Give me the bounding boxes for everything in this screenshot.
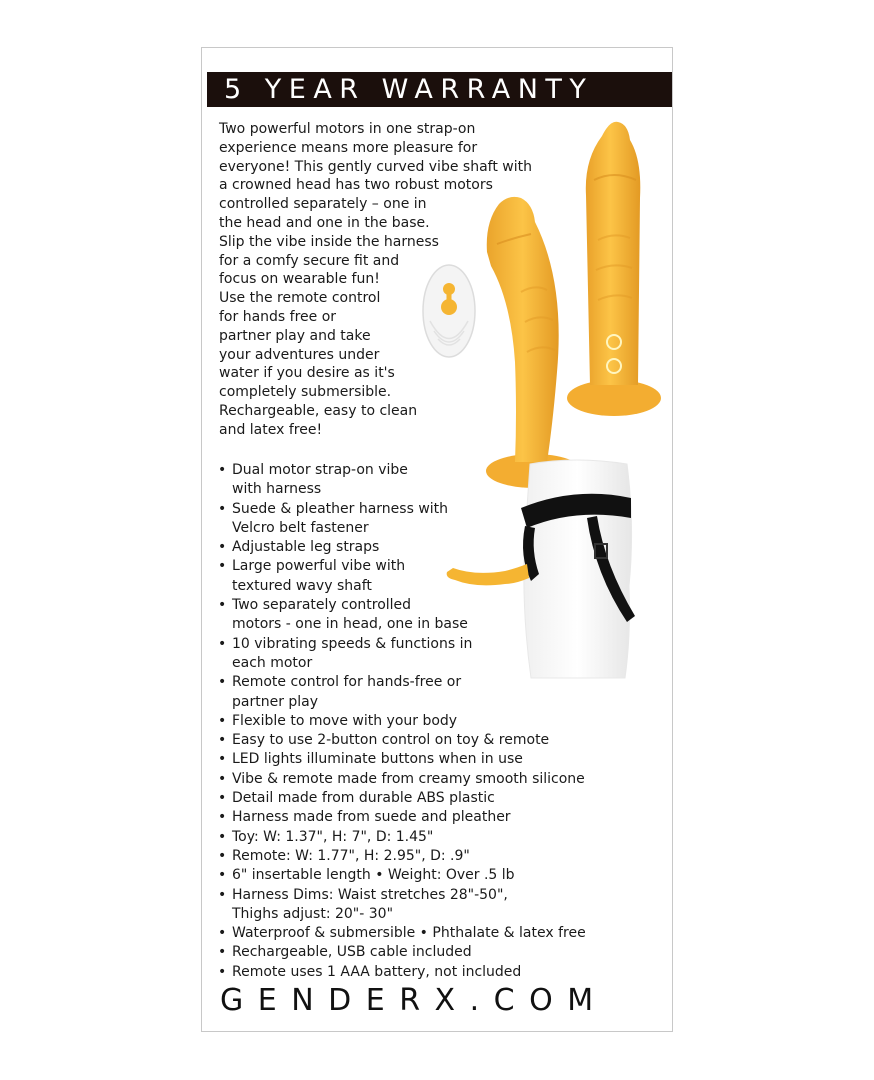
bullet: •: [218, 847, 227, 864]
bullet: •: [218, 809, 227, 826]
feature-text: Dual motor strap-on vibe with harness: [232, 462, 408, 498]
feature-item: [218, 750, 658, 769]
feature-item: [218, 924, 658, 943]
feature-text: 10 vibrating speeds & functions in each motor: [232, 635, 473, 671]
feature-text: Harness Dims: Waist stretches 28"-50", Thighs adjust: 20"- 30": [232, 886, 508, 922]
feature-item: [218, 557, 658, 596]
bullet: •: [218, 732, 227, 749]
feature-text: Adjustable leg straps: [232, 539, 380, 556]
feature-item: [218, 886, 658, 925]
feature-item: [218, 808, 658, 827]
feature-text: Waterproof & submersible • Phthalate & latex free: [232, 925, 586, 942]
feature-item: [218, 712, 658, 731]
feature-item: [218, 635, 658, 674]
feature-text: LED lights illuminate buttons when in use: [232, 751, 523, 768]
bullet: •: [218, 635, 227, 652]
feature-item: [218, 538, 658, 557]
feature-item: [218, 596, 658, 635]
bullet: •: [218, 712, 227, 729]
feature-text: Rechargeable, USB cable included: [232, 944, 472, 961]
bullet: •: [218, 597, 227, 614]
feature-item: [218, 461, 658, 500]
feature-list: [218, 461, 658, 982]
product-card: [201, 47, 673, 1032]
warranty-banner: 5 YEAR WARRANTY: [207, 72, 673, 107]
feature-item: [218, 943, 658, 962]
feature-text: Remote: W: 1.77", H: 2.95", D: .9": [232, 847, 470, 864]
bullet: •: [218, 886, 227, 903]
bullet: •: [218, 944, 227, 961]
feature-item: [218, 847, 658, 866]
feature-text: Toy: W: 1.37", H: 7", D: 1.45": [232, 828, 434, 845]
bullet: •: [218, 462, 227, 478]
bullet: •: [218, 828, 227, 845]
bullet: •: [218, 558, 227, 575]
bullet: •: [218, 963, 227, 980]
website-footer: GENDERX.COM: [220, 983, 608, 1018]
curved-vibe-image: [477, 192, 587, 492]
bullet: •: [218, 867, 227, 884]
feature-item: [218, 963, 658, 982]
feature-text: Harness made from suede and pleather: [232, 809, 511, 826]
intro-paragraph: Two powerful motors in one strap-on experience means more pleasure for everyone! This gently curved vibe shaft with a crowned head has two robust motors controlled separately – one in the head and one in the base. Slip the vibe inside the harness for a comfy secure fit and focus on wearable fun! Use the remote control for hands free or partner play and take your adventures under water if you desire as it's completely submersible. Rechargeable, easy to clean and latex free!: [219, 121, 532, 438]
bullet: •: [218, 790, 227, 807]
remote-control-image: [420, 261, 478, 361]
feature-text: Large powerful vibe with textured wavy shaft: [232, 558, 406, 594]
bullet: •: [218, 500, 227, 517]
feature-item: [218, 500, 658, 539]
feature-text: Suede & pleather harness with Velcro belt fastener: [232, 500, 449, 536]
feature-text: Detail made from durable ABS plastic: [232, 790, 495, 807]
feature-text: Remote control for hands-free or partner play: [232, 674, 462, 710]
bullet: •: [218, 539, 227, 556]
feature-item: [218, 866, 658, 885]
bullet: •: [218, 925, 227, 942]
feature-text: Vibe & remote made from creamy smooth silicone: [232, 770, 585, 787]
bullet: •: [218, 674, 227, 691]
feature-item: [218, 770, 658, 789]
bullet: •: [218, 751, 227, 768]
feature-text: Flexible to move with your body: [232, 712, 458, 729]
bullet: •: [218, 770, 227, 787]
feature-item: [218, 673, 658, 712]
feature-text: 6" insertable length • Weight: Over .5 lb: [232, 867, 515, 884]
feature-text: Remote uses 1 AAA battery, not included: [232, 963, 522, 980]
feature-item: [218, 789, 658, 808]
feature-item: [218, 731, 658, 750]
feature-text: Easy to use 2-button control on toy & remote: [232, 732, 550, 749]
feature-item: [218, 828, 658, 847]
feature-text: Two separately controlled motors - one in head, one in base: [232, 597, 468, 633]
